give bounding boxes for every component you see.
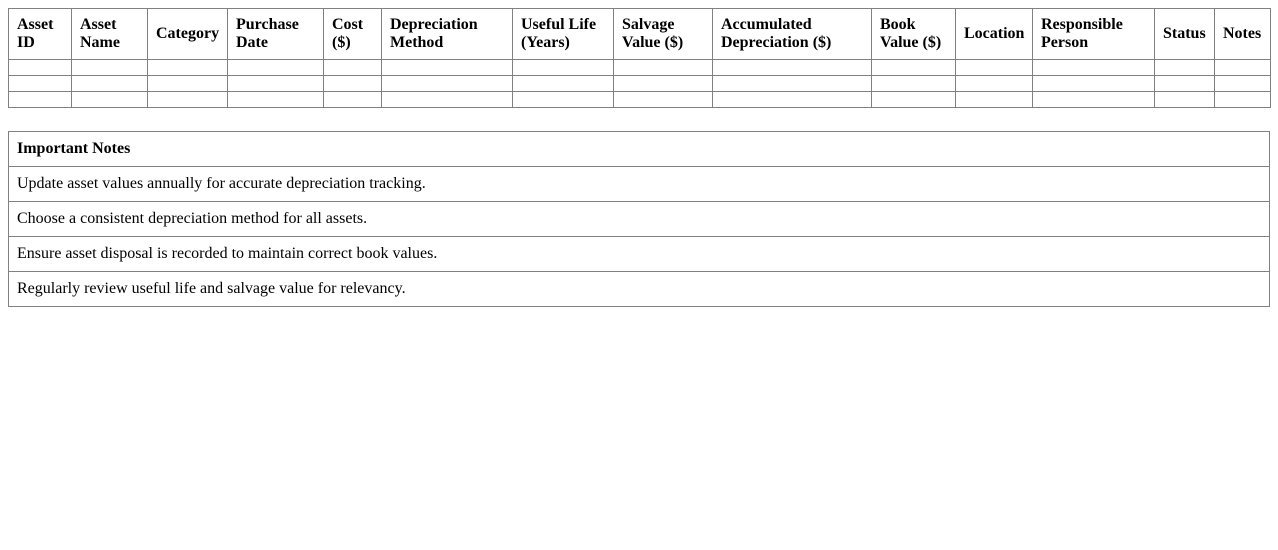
notes-heading-row xyxy=(9,132,1270,167)
table-cell[interactable] xyxy=(614,76,713,92)
col-header-book-value: Book Value ($) xyxy=(872,9,956,60)
note-row xyxy=(9,272,1270,307)
asset-register-table xyxy=(8,8,1271,108)
table-cell[interactable] xyxy=(872,92,956,108)
col-header-useful-life: Useful Life (Years) xyxy=(513,9,614,60)
table-cell[interactable] xyxy=(1215,92,1271,108)
table-cell[interactable] xyxy=(72,60,148,76)
header-row xyxy=(9,9,1271,60)
table-cell[interactable] xyxy=(324,92,382,108)
table-cell[interactable] xyxy=(324,60,382,76)
table-cell[interactable] xyxy=(1155,92,1215,108)
table-cell[interactable] xyxy=(956,76,1033,92)
table-cell[interactable] xyxy=(9,76,72,92)
table-cell[interactable] xyxy=(72,76,148,92)
table-cell[interactable] xyxy=(713,76,872,92)
table-cell[interactable] xyxy=(1215,60,1271,76)
note-item: Regularly review useful life and salvage value for relevancy. xyxy=(9,272,1270,307)
table-cell[interactable] xyxy=(9,60,72,76)
col-header-asset-name: Asset Name xyxy=(72,9,148,60)
table-cell[interactable] xyxy=(9,92,72,108)
table-cell[interactable] xyxy=(956,92,1033,108)
table-cell[interactable] xyxy=(872,60,956,76)
table-cell[interactable] xyxy=(382,60,513,76)
note-item: Ensure asset disposal is recorded to maintain correct book values. xyxy=(9,237,1270,272)
col-header-salvage-value: Salvage Value ($) xyxy=(614,9,713,60)
table-cell[interactable] xyxy=(713,92,872,108)
table-cell[interactable] xyxy=(148,60,228,76)
table-cell[interactable] xyxy=(1155,60,1215,76)
table-cell[interactable] xyxy=(614,60,713,76)
col-header-purchase-date: Purchase Date xyxy=(228,9,324,60)
col-header-responsible-person: Responsible Person xyxy=(1033,9,1155,60)
col-header-category: Category xyxy=(148,9,228,60)
table-cell[interactable] xyxy=(614,92,713,108)
table-cell[interactable] xyxy=(1033,76,1155,92)
table-cell[interactable] xyxy=(1215,76,1271,92)
table-cell[interactable] xyxy=(228,92,324,108)
col-header-notes: Notes xyxy=(1215,9,1271,60)
table-cell[interactable] xyxy=(148,76,228,92)
col-header-accumulated-depreciation: Accumulated Depreciation ($) xyxy=(713,9,872,60)
table-row xyxy=(9,76,1271,92)
col-header-status: Status xyxy=(1155,9,1215,60)
important-notes-table xyxy=(8,131,1270,307)
col-header-location: Location xyxy=(956,9,1033,60)
table-cell[interactable] xyxy=(382,92,513,108)
table-cell[interactable] xyxy=(956,60,1033,76)
table-cell[interactable] xyxy=(1033,92,1155,108)
table-cell[interactable] xyxy=(228,60,324,76)
table-cell[interactable] xyxy=(513,60,614,76)
note-row xyxy=(9,237,1270,272)
table-row xyxy=(9,92,1271,108)
note-row xyxy=(9,167,1270,202)
notes-heading: Important Notes xyxy=(9,132,1270,167)
table-cell[interactable] xyxy=(1033,60,1155,76)
note-item: Update asset values annually for accurate depreciation tracking. xyxy=(9,167,1270,202)
table-cell[interactable] xyxy=(1155,76,1215,92)
table-cell[interactable] xyxy=(872,76,956,92)
table-cell[interactable] xyxy=(382,76,513,92)
table-cell[interactable] xyxy=(713,60,872,76)
asset-table-body xyxy=(9,60,1271,108)
table-cell[interactable] xyxy=(513,92,614,108)
col-header-cost: Cost ($) xyxy=(324,9,382,60)
table-row xyxy=(9,60,1271,76)
table-cell[interactable] xyxy=(148,92,228,108)
note-row xyxy=(9,202,1270,237)
col-header-depreciation-method: Depreciation Method xyxy=(382,9,513,60)
table-cell[interactable] xyxy=(513,76,614,92)
table-cell[interactable] xyxy=(324,76,382,92)
table-cell[interactable] xyxy=(228,76,324,92)
col-header-asset-id: Asset ID xyxy=(9,9,72,60)
table-cell[interactable] xyxy=(72,92,148,108)
note-item: Choose a consistent depreciation method for all assets. xyxy=(9,202,1270,237)
